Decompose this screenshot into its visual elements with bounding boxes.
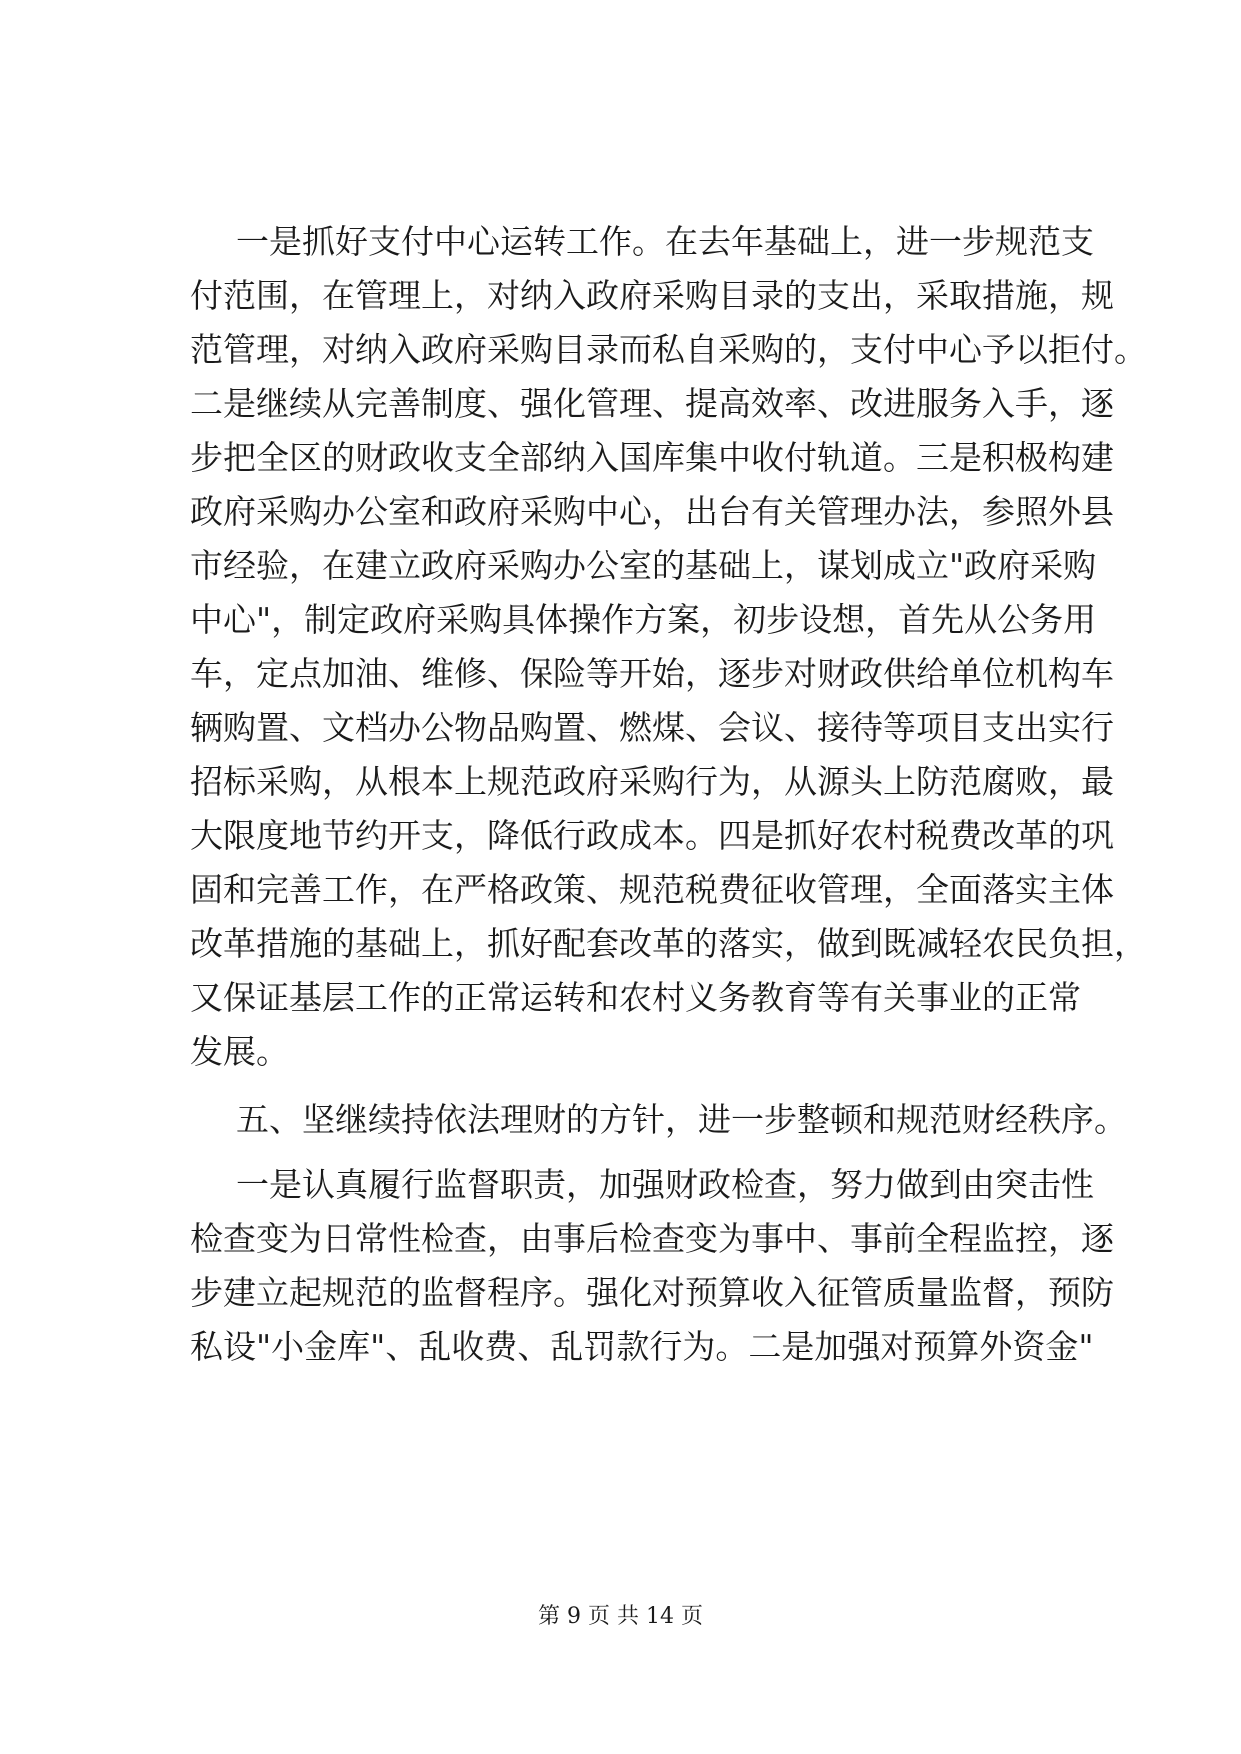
paragraph-line: 二是继续从完善制度、强化管理、提高效率、改进服务入手，逐 — [190, 384, 1114, 423]
paragraph-line: 一是认真履行监督职责，加强财政检查，努力做到由突击性 — [236, 1165, 1094, 1204]
paragraph-line: 步把全区的财政收支全部纳入国库集中收付轨道。三是积极构建 — [190, 438, 1114, 477]
paragraph-line: 步建立起规范的监督程序。强化对预算收入征管质量监督，预防 — [190, 1273, 1114, 1312]
paragraph-line: 中心"，制定政府采购具体操作方案，初步设想，首先从公务用 — [190, 600, 1097, 639]
paragraph-line: 固和完善工作，在严格政策、规范税费征收管理，全面落实主体 — [190, 870, 1114, 909]
paragraph-line: 大限度地节约开支，降低行政成本。四是抓好农村税费改革的巩 — [190, 816, 1114, 855]
paragraph-line: 辆购置、文档办公物品购置、燃煤、会议、接待等项目支出实行 — [190, 708, 1114, 747]
paragraph-line: 车，定点加油、维修、保险等开始，逐步对财政供给单位机构车 — [190, 654, 1114, 693]
paragraph-line: 私设"小金库"、乱收费、乱罚款行为。二是加强对预算外资金" — [190, 1327, 1094, 1366]
paragraph-line: 检查变为日常性检查，由事后检查变为事中、事前全程监控，逐 — [190, 1219, 1114, 1258]
paragraph-line: 范管理，对纳入政府采购目录而私自采购的，支付中心予以拒付。 — [190, 330, 1147, 369]
paragraph-line: 发展。 — [190, 1032, 289, 1071]
paragraph-line: 一是抓好支付中心运转工作。在去年基础上，进一步规范支 — [236, 222, 1094, 261]
paragraph-line: 又保证基层工作的正常运转和农村义务教育等有关事业的正常 — [190, 978, 1081, 1017]
paragraph-line: 市经验，在建立政府采购办公室的基础上，谋划成立"政府采购 — [190, 546, 1097, 585]
paragraph-line: 改革措施的基础上，抓好配套改革的落实，做到既减轻农民负担， — [190, 924, 1147, 963]
paragraph-line: 付范围，在管理上，对纳入政府采购目录的支出，采取措施，规 — [190, 276, 1114, 315]
page-number-footer: 第 9 页 共 14 页 — [538, 1604, 703, 1629]
section-heading: 五、坚继续持依法理财的方针，进一步整顿和规范财经秩序。 — [236, 1100, 1127, 1139]
paragraph-line: 政府采购办公室和政府采购中心，出台有关管理办法，参照外县 — [190, 492, 1114, 531]
paragraph-line: 招标采购，从根本上规范政府采购行为，从源头上防范腐败，最 — [190, 762, 1114, 801]
